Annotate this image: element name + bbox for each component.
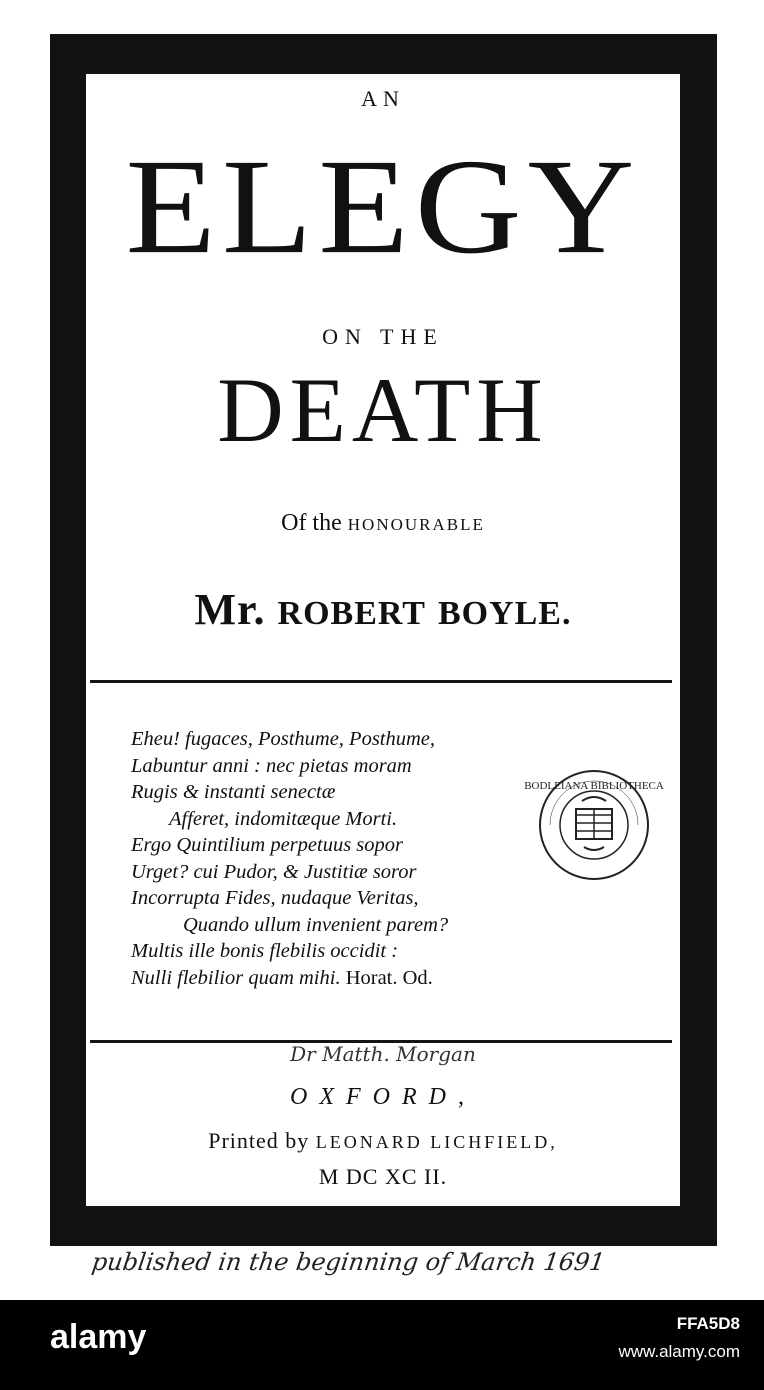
verse-line: Nulli flebilior quam mihi. [131, 966, 341, 989]
title-mr-robert-boyle [86, 584, 680, 635]
alamy-logo: alamy [50, 1318, 147, 1356]
bodleian-stamp-icon [524, 767, 664, 883]
title-death: DEATH [217, 359, 549, 461]
verse-line: Ergo Quintilium perpetuus sopor [131, 834, 404, 856]
verse-attribution: Horat. Od. [345, 966, 433, 989]
verse-line: Quando ullum invenient parem? [183, 913, 449, 936]
verse-line: Incorrupta Fides, nudaque Veritas, [131, 887, 419, 909]
honourable-text: HONOURABLE [347, 515, 485, 534]
verse-line: Eheu! fugaces, Posthume, Posthume, [131, 728, 436, 750]
epigraph-verse [131, 726, 448, 991]
watermark-bar [0, 1300, 764, 1390]
imprint-year: M DC XC II. [318, 1164, 448, 1189]
divider-rule-top [90, 680, 672, 683]
verse-line: Multis ille bonis flebilis occidit : [131, 940, 399, 962]
verse-line: Rugis & instanti senectæ [131, 781, 336, 803]
title-page [86, 74, 680, 1206]
printed-by-text: Printed by [208, 1128, 310, 1153]
verse-line: Labuntur anni : nec pietas moram [131, 754, 412, 777]
printer-name: LEONARD LICHFIELD, [315, 1132, 558, 1152]
title-of-the-honourable [86, 510, 680, 537]
watermark-url: www.alamy.com [618, 1342, 740, 1361]
stamp-text: BODLEIANA BIBLIOTHECA [524, 780, 664, 792]
imprint-city: OXFORD, [290, 1084, 476, 1110]
mr-text: Mr. [194, 585, 266, 634]
image-id: FFA5D8 [676, 1314, 740, 1333]
title-elegy: ELEGY [125, 131, 641, 283]
boyle-text: BOYLE. [437, 595, 572, 632]
title-on-the: ON THE [322, 324, 444, 349]
verse-line-last [131, 965, 448, 992]
of-the-text: Of the [281, 510, 342, 536]
verse-line: Urget? cui Pudor, & Justitiæ soror [131, 860, 417, 883]
imprint-printer-line [86, 1128, 680, 1154]
handwritten-note: published in the beginning of March 1691 [90, 1248, 607, 1276]
title-an: AN [361, 86, 405, 111]
robert-text: ROBERT [277, 595, 426, 632]
handwritten-signature: Dr Matth. Morgan [290, 1042, 476, 1066]
verse-line: Afferet, indomitæque Morti. [169, 807, 398, 830]
